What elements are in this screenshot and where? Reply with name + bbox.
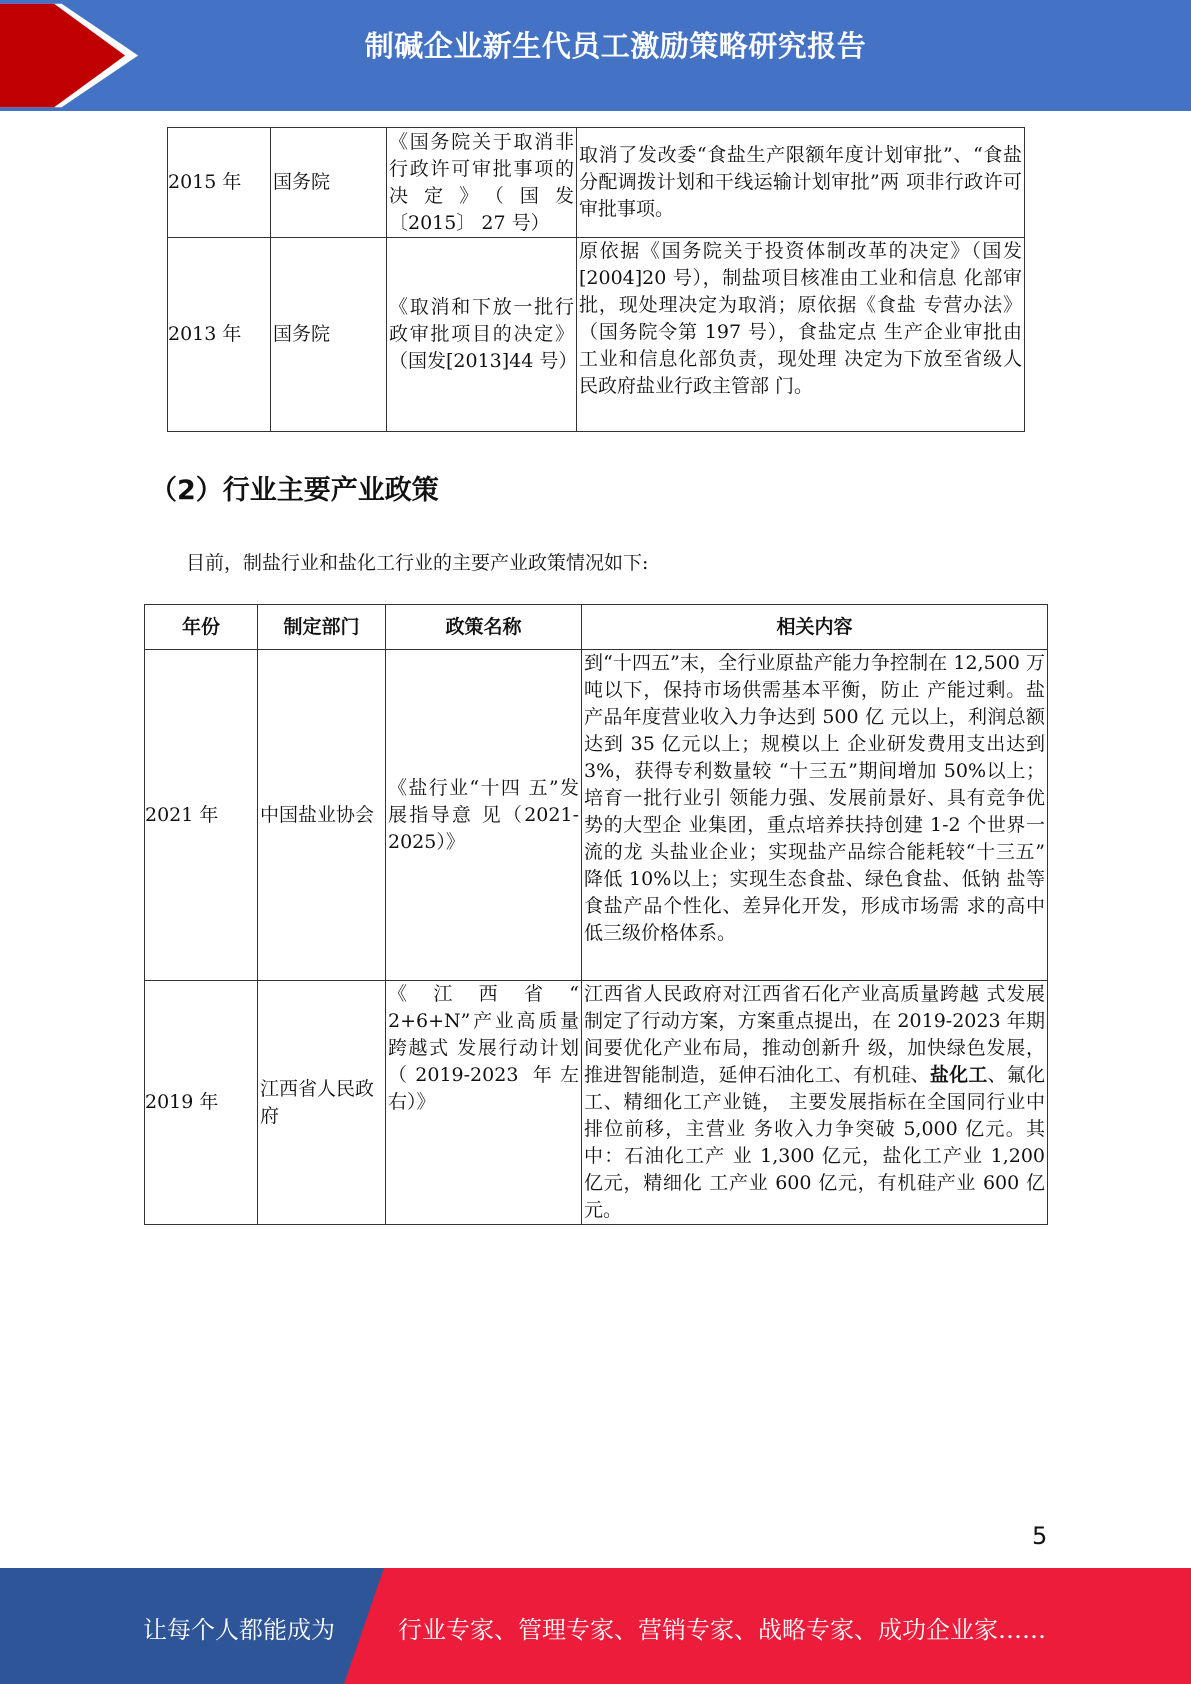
content-cell: 原依据《国务院关于投资体制改革的决定》（国发[2004]20 号），制盐项目核准由工业和信息 化部审批，现处理决定为取消；原依据《食盐 专营办法》（国务院令第 197 号），食盐定点 生产企业审批由工业和信息化部负责，现处理 决定为下放至省级人民政府盐业行政主管部 门。 <box>577 238 1025 432</box>
header-year: 年份 <box>145 605 258 650</box>
year-cell: 2021 年 <box>145 650 258 981</box>
page-number: 5 <box>1032 1522 1048 1550</box>
highlight-text: 盐化工 <box>929 1064 988 1086</box>
year-cell: 2015 年 <box>168 128 271 238</box>
policy-name-cell: 《盐行业“十四 五”发展指导意 见（2021-2025）》 <box>386 650 582 981</box>
dept-cell: 中国盐业协会 <box>258 650 386 981</box>
chevron-arrow-icon <box>0 0 140 111</box>
year-cell: 2019 年 <box>145 981 258 1225</box>
year-cell: 2013 年 <box>168 238 271 432</box>
dept-cell: 国务院 <box>271 128 387 238</box>
table-row <box>145 650 1048 981</box>
report-title: 制碱企业新生代员工激励策略研究报告 <box>364 29 867 63</box>
table-row <box>168 238 1025 432</box>
policy-name-cell: 《国务院关于取消非行政许可审批事项的决定》（国发〔2015〕 27 号） <box>387 128 577 238</box>
footer-slogan-right: 行业专家、管理专家、营销专家、战略专家、成功企业家…… <box>398 1616 1046 1644</box>
content-cell <box>582 981 1048 1225</box>
dept-cell: 江西省人民政府 <box>258 981 386 1225</box>
table-header-row <box>145 605 1048 650</box>
policy-table <box>144 604 1048 1225</box>
policy-name-cell: 《取消和下放一批行政审批项目的决定》（国发[2013]44 号） <box>387 238 577 432</box>
header-content: 相关内容 <box>582 605 1048 650</box>
page-footer <box>0 1568 1191 1684</box>
approval-table <box>167 127 1025 432</box>
header-dept: 制定部门 <box>258 605 386 650</box>
page-header <box>0 0 1191 111</box>
content-text: 江西省人民政府对江西省石化产业高质量跨越 式发展制定了行动方案，方案重点提出，在 2019-2023 年期间要优化产业布局，推动创新升 级，加快绿色发展，推进智能制造，延伸石油化工、有机硅、 <box>584 983 1045 1086</box>
footer-slogan-left: 让每个人都能成为 <box>143 1616 335 1644</box>
content-text: 、氟化工、精细化工产业链， 主要发展指标在全国同行业中排位前移，主营业 务收入力争突破 5,000 亿元。其中：石油化工产 业 1,300 亿元，盐化工产业 1,200 亿元，精细化 工产业 600 亿元，有机硅产业 600 亿元。 <box>584 1064 1045 1221</box>
dept-cell: 国务院 <box>271 238 387 432</box>
table-row <box>168 128 1025 238</box>
content-cell: 到“十四五”末，全行业原盐产能力争控制在 12,500 万吨以下，保持市场供需基本平衡，防止 产能过剩。盐产品年度营业收入力争达到 500 亿 元以上，利润总额达到 35 亿元以上；规模以上 企业研发费用支出达到 3%，获得专利数量较 “十三五”期间增加 50%以上；培育一批行业引 领能力强、发展前景好、具有竞争优势的大型企 业集团，重点培养扶持创建 1-2 个世界一流的龙 头盐业企业；实现盐产品综合能耗较“十三五” 降低 10%以上；实现生态食盐、绿色食盐、低钠 盐等食盐产品个性化、差异化开发，形成市场需 求的高中低三级价格体系。 <box>582 650 1048 981</box>
section-heading: （2）行业主要产业政策 <box>150 475 439 506</box>
content-cell: 取消了发改委“食盐生产限额年度计划审批”、“食盐分配调拨计划和干线运输计划审批”两 项非行政许可审批事项。 <box>577 128 1025 238</box>
intro-paragraph: 目前，制盐行业和盐化工行业的主要产业政策情况如下: <box>186 552 649 574</box>
header-name: 政策名称 <box>386 605 582 650</box>
policy-name-cell: 《江西省“ 2+6+N”产业高质量跨越式 发展行动计划（2019-2023 年左右）》 <box>386 981 582 1225</box>
table-row <box>145 981 1048 1225</box>
